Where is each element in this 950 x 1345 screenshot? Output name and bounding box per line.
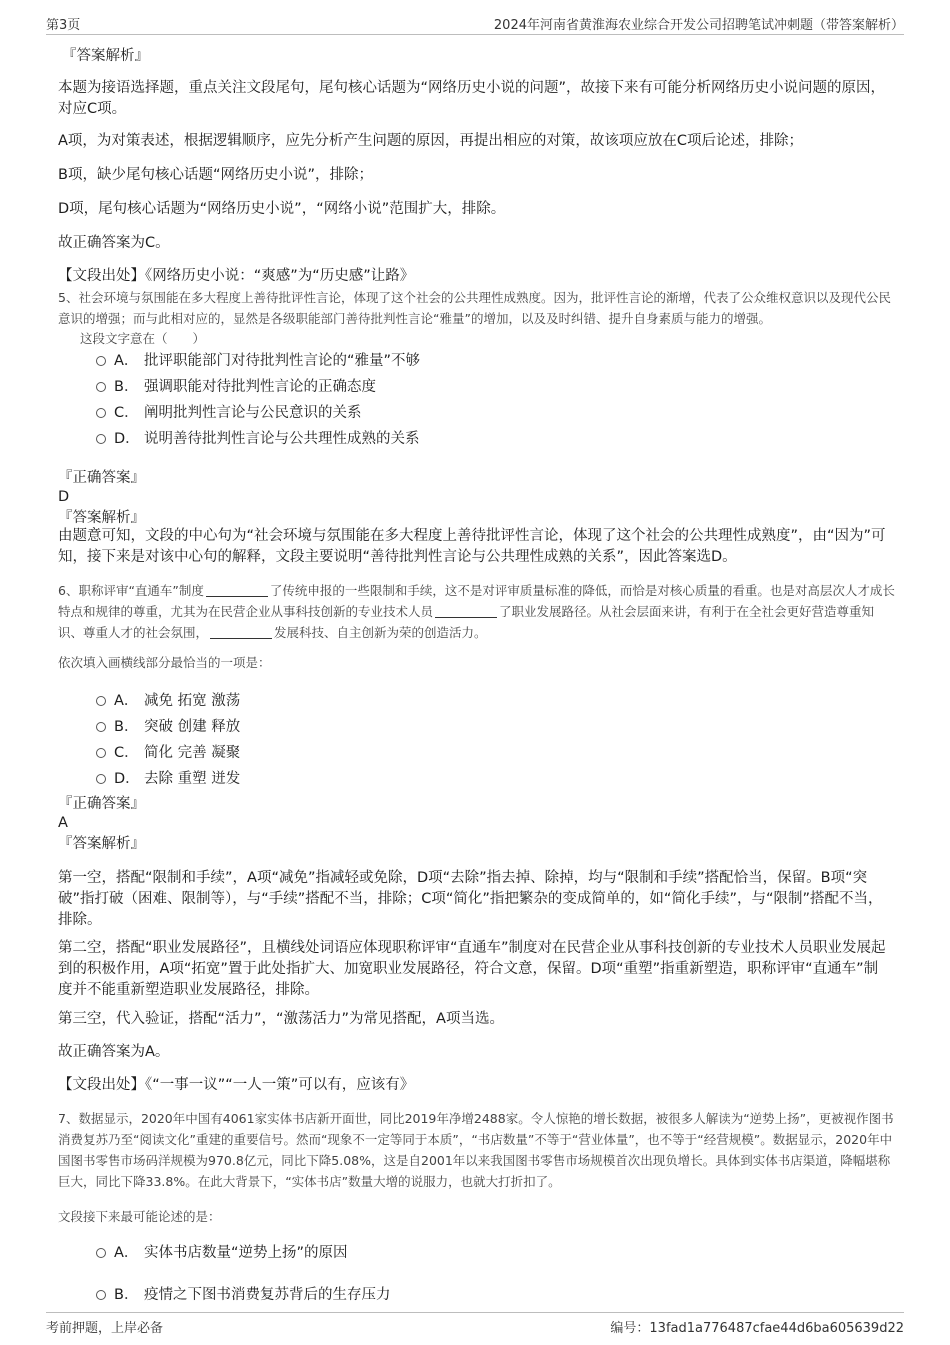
option-b[interactable] <box>96 375 376 397</box>
option-text: 去除 重塑 迸发 <box>144 771 241 787</box>
analysis-paragraph: 第三空，代入验证，搭配“活力”，“激荡活力”为常见搭配，A项当选。 <box>58 1011 504 1027</box>
stem-part: 了职业发展路径。从社会层面来讲，有利于在全社会更好营造尊重知识、尊重人才的社会氛围， <box>58 604 875 640</box>
radio-icon[interactable] <box>96 774 106 784</box>
question-stem-7: 7、数据显示，2020年中国有4061家实体书店新开面世，同比2019年净增2488家。令人惊艳的增长数据，被很多人解读为“逆势上扬”，更被视作图书消费复苏乃至“阅读文化”重建的重要信号。然而“现象不一定等同于本质”，“书店数量”不等于“营业体量”，也不等于“经营规模”。数据显示，2020年中国图书零售市场码洋规模为970.8亿元，同比下降5.08%，这是自2001年以来我国图书零售市场规模首次出现负增长。具体到实体书店渠道，降幅堪称巨大，同比下降33.8%。在此大背景下，“实体书店”数量大增的说服力，也就大打折扣了。 <box>58 1111 894 1189</box>
source-citation: 【文段出处】《“一事一议”“一人一策”可以有，应该有》 <box>58 1077 415 1093</box>
radio-icon[interactable] <box>96 1248 106 1258</box>
radio-icon[interactable] <box>96 696 106 706</box>
option-letter: A． <box>114 353 139 369</box>
radio-icon[interactable] <box>96 382 106 392</box>
option-letter: B． <box>114 379 139 395</box>
radio-icon[interactable] <box>96 356 106 366</box>
option-text: 强调职能对待批判性言论的正确态度 <box>144 379 376 395</box>
fill-blank <box>206 584 268 597</box>
option-letter: D． <box>114 771 140 787</box>
option-c[interactable] <box>96 401 362 423</box>
analysis-paragraph: B项，缺少尾句核心话题“网络历史小说”，排除； <box>58 167 373 183</box>
option-d[interactable] <box>96 427 420 449</box>
question-stem-6 <box>58 580 896 643</box>
fill-blank <box>210 626 272 639</box>
option-b[interactable] <box>96 1283 391 1305</box>
option-text: 疫情之下图书消费复苏背后的生存压力 <box>144 1287 391 1303</box>
option-letter: B． <box>114 1287 139 1303</box>
radio-icon[interactable] <box>96 748 106 758</box>
analysis-paragraph: D项，尾句核心话题为“网络历史小说”，“网络小说”范围扩大，排除。 <box>58 201 506 217</box>
option-letter: A． <box>114 693 139 709</box>
analysis-paragraph: 本题为接语选择题，重点关注文段尾句，尾句核心话题为“网络历史小说的问题”，故接下来有可能分析网络历史小说问题的原因，对应C项。 <box>58 80 886 117</box>
option-text: 批评职能部门对待批判性言论的“雅量”不够 <box>144 353 421 369</box>
option-text: 阐明批判性言论与公民意识的关系 <box>144 405 362 421</box>
question-prompt-6: 依次填入画横线部分最恰当的一项是： <box>58 655 271 670</box>
stem-part: 了传统申报的一些限制和手续，这不是对评审质量标准的降低，而恰是对核心质量的看重。也是对高层次人才成长特点和规律的尊重，尤其为在民营企业从事科技创新的专业技术人员 <box>58 583 895 619</box>
option-text: 突破 创建 释放 <box>144 719 241 735</box>
option-letter: C． <box>114 745 139 761</box>
footer-slogan: 考前押题，上岸必备 <box>46 1321 164 1336</box>
analysis-paragraph: 第一空，搭配“限制和手续”，A项“减免”指减轻或免除，D项“去除”指去掉、除掉，均与“限制和手续”搭配恰当，保留。B项“突破”指打破（困难、限制等），与“手续”搭配不当，排除；C项“简化”指把繁杂的变成简单的，如“简化手续”，与“限制”搭配不当，排除。 <box>58 870 883 928</box>
option-a[interactable] <box>96 1241 348 1263</box>
answer-analysis-label: 『答案解析』 <box>62 48 149 64</box>
option-letter: C． <box>114 405 139 421</box>
correct-answer-label: 『正确答案』 <box>58 796 145 812</box>
radio-icon[interactable] <box>96 1290 106 1300</box>
source-citation: 【文段出处】《网络历史小说：“爽感”为“历史感”让路》 <box>58 268 415 284</box>
option-c[interactable] <box>96 741 240 763</box>
analysis-paragraph: 第二空，搭配“职业发展路径”，且横线处词语应体现职称评审“直通车”制度对在民营企业从事科技创新的专业技术人员职业发展起到的积极作用，A项“拓宽”置于此处指扩大、加宽职业发展路径，符合文意，保留。D项“重塑”指重新塑造，职称评审“直通车”制度并不能重新塑造职业发展路径，排除。 <box>58 940 886 998</box>
stem-part: 6、职称评审“直通车”制度 <box>58 583 204 598</box>
option-text: 说明善待批判性言论与公共理性成熟的关系 <box>144 431 420 447</box>
analysis-paragraph: A项，为对策表述，根据逻辑顺序，应先分析产生问题的原因，再提出相应的对策，故该项应放在C项后论述，排除； <box>58 133 804 149</box>
analysis-conclusion: 故正确答案为A。 <box>58 1044 170 1060</box>
correct-answer-label: 『正确答案』 <box>58 470 145 486</box>
option-letter: D． <box>114 431 140 447</box>
option-d[interactable] <box>96 767 240 789</box>
option-a[interactable] <box>96 689 240 711</box>
correct-answer: D <box>58 489 70 505</box>
question-stem-5: 5、社会环境与氛围能在多大程度上善待批评性言论，体现了这个社会的公共理性成熟度。因为，批评性言论的渐增，代表了公众维权意识以及现代公民意识的增强；而与此相对应的，显然是各级职能部门善待批判性言论“雅量”的增加，以及及时纠错、提升自身素质与能力的增强。 <box>58 290 891 326</box>
correct-answer: A <box>58 815 68 831</box>
option-text: 减免 拓宽 激荡 <box>144 693 241 709</box>
radio-icon[interactable] <box>96 434 106 444</box>
option-a[interactable] <box>96 349 420 371</box>
page-header <box>46 12 904 35</box>
analysis-paragraph: 由题意可知，文段的中心句为“社会环境与氛围能在多大程度上善待批评性言论，体现了这个社会的公共理性成熟度”，由“因为”可知，接下来是对该中心句的解释，文段主要说明“善待批判性言论与公共理性成熟的关系”，因此答案选D。 <box>58 528 886 565</box>
answer-analysis-label: 『答案解析』 <box>58 510 145 526</box>
option-letter: A． <box>114 1245 139 1261</box>
radio-icon[interactable] <box>96 408 106 418</box>
option-text: 简化 完善 凝聚 <box>144 745 241 761</box>
page-footer <box>46 1312 904 1335</box>
page-number: 第3页 <box>46 18 81 33</box>
option-text: 实体书店数量“逆势上扬”的原因 <box>144 1245 348 1261</box>
answer-analysis-label: 『答案解析』 <box>58 836 145 852</box>
document-title: 2024年河南省黄淮海农业综合开发公司招聘笔试冲刺题（带答案解析） <box>493 18 904 33</box>
radio-icon[interactable] <box>96 722 106 732</box>
question-prompt-7: 文段接下来最可能论述的是： <box>58 1209 221 1224</box>
stem-part: 发展科技、自主创新为荣的创造活力。 <box>274 625 487 640</box>
analysis-conclusion: 故正确答案为C。 <box>58 235 170 251</box>
document-id: 编号：13fad1a776487cfae44d6ba605639d22 <box>610 1321 904 1336</box>
question-prompt-5: 这段文字意在（ ） <box>80 331 206 346</box>
option-letter: B． <box>114 719 139 735</box>
option-b[interactable] <box>96 715 240 737</box>
fill-blank <box>435 605 497 618</box>
